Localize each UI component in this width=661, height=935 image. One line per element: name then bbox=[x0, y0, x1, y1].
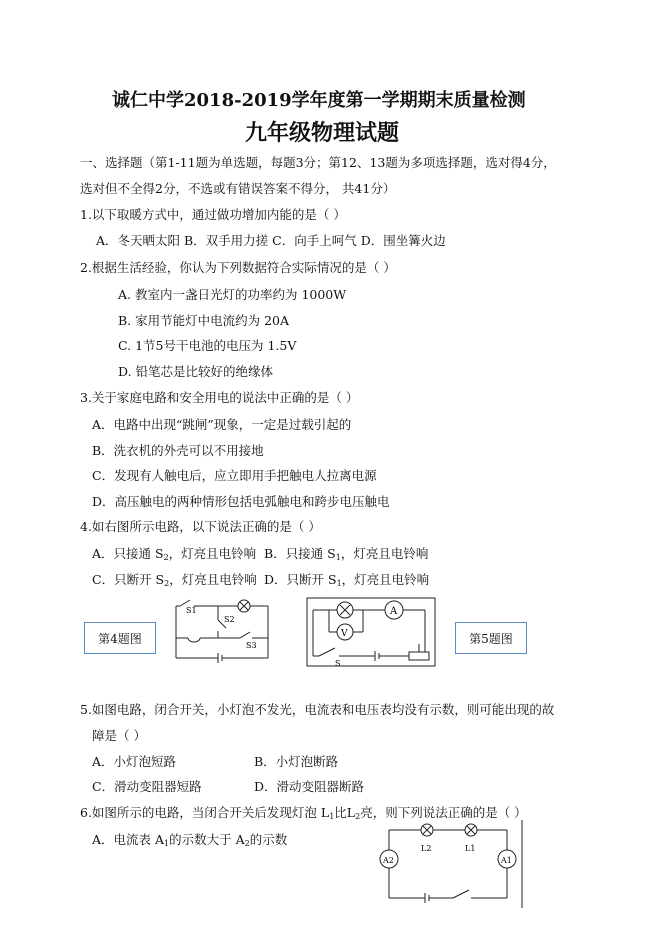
q4-option-d: D．只断开 $S_1$，灯亮且电铃响 bbox=[264, 572, 430, 588]
fig5-switch-label: S bbox=[335, 659, 341, 668]
exam-subtitle: 九年级物理试题 bbox=[245, 120, 400, 146]
q3-stem: 3.关于家庭电路和安全用电的说法中正确的是（ ） bbox=[80, 390, 359, 405]
q5-stem-line2: 障是（ ） bbox=[92, 728, 146, 743]
q3-option-c: C．发现有人触电后，应立即用手把触电人拉离电源 bbox=[92, 468, 377, 483]
fig6-l2-label: L2 bbox=[421, 844, 432, 853]
q4-option-c: C．只断开 $S_2$，灯亮且电铃响 bbox=[92, 572, 257, 588]
q1-stem: 1.以下取暖方式中，通过做功增加内能的是（ ） bbox=[80, 207, 346, 222]
fig5-circuit-diagram bbox=[305, 596, 437, 668]
section-heading-line1: 一、选择题（第1-11题为单选题，每题3分；第12、13题为多项选择题，选对得4分， bbox=[80, 155, 556, 170]
fig5-label-box bbox=[455, 622, 527, 654]
q5-stem-line1: 5.如图电路，闭合开关，小灯泡不发光，电流表和电压表均没有示数，则可能出现的故 bbox=[80, 702, 555, 717]
fig4-label: 第4题图 bbox=[98, 631, 142, 646]
q2-option-c: C. 1节5号干电池的电压为 1.5V bbox=[118, 338, 297, 353]
q5-option-d: D．滑动变阻器断路 bbox=[254, 779, 365, 794]
q3-option-d: D．高压触电的两种情形包括电弧触电和跨步电压触电 bbox=[92, 494, 390, 509]
fig5-ammeter-label: A bbox=[390, 606, 398, 617]
q3-option-b: B．洗衣机的外壳可以不用接地 bbox=[92, 443, 264, 458]
section-heading-line2: 选对但不全得2分，不选或有错误答案不得分， 共41分） bbox=[80, 181, 396, 196]
fig5-rheostat-icon bbox=[409, 652, 429, 660]
fig5-voltmeter-label: V bbox=[341, 629, 348, 639]
q5-option-b: B．小灯泡断路 bbox=[254, 754, 339, 769]
q1-options: A．冬天晒太阳 B．双手用力搓 C．向手上呵气 D．围坐篝火边 bbox=[96, 233, 446, 248]
fig4-s3-label: S3 bbox=[246, 641, 257, 650]
q2-stem: 2.根据生活经验，你认为下列数据符合实际情况的是（ ） bbox=[80, 260, 396, 275]
fig4-bell-icon bbox=[188, 638, 200, 642]
fig4-circuit-diagram bbox=[168, 598, 278, 668]
q2-option-b: B. 家用节能灯中电流约为 20A bbox=[118, 313, 290, 328]
q4-option-a: A．只接通 $S_2$，灯亮且电铃响 bbox=[92, 546, 257, 562]
q5-option-a: A．小灯泡短路 bbox=[92, 754, 177, 769]
fig4-s2-label: S2 bbox=[224, 615, 235, 624]
fig4-label-box bbox=[84, 622, 156, 654]
q5-option-c: C．滑动变阻器短路 bbox=[92, 779, 202, 794]
q4-stem: 4.如右图所示电路，以下说法正确的是（ ） bbox=[80, 519, 321, 534]
q3-option-a: A．电路中出现“跳闸”现象，一定是过载引起的 bbox=[92, 417, 352, 432]
q6-stem: 6.如图所示的电路，当闭合开关后发现灯泡 $L_1$比$L_2$亮，则下列说法正确的是（ ） bbox=[80, 805, 527, 821]
fig6-l1-label: L1 bbox=[465, 844, 476, 853]
q2-option-d: D. 铅笔芯是比较好的绝缘体 bbox=[118, 364, 274, 379]
q2-option-a: A. 教室内一盏日光灯的功率约为 1000W bbox=[118, 287, 347, 302]
fig5-label: 第5题图 bbox=[469, 631, 513, 646]
fig4-s1-label: S1 bbox=[186, 606, 197, 615]
fig6-circuit-diagram bbox=[375, 820, 525, 910]
exam-title: 诚仁中学2018-2019学年度第一学期期末质量检测 bbox=[112, 90, 526, 111]
fig6-a1-label: A1 bbox=[501, 856, 512, 865]
q4-option-b: B．只接通 $S_1$，灯亮且电铃响 bbox=[264, 546, 429, 562]
fig6-a2-label: A2 bbox=[383, 856, 394, 865]
q6-option-a: A．电流表 $A_1$的示数大于 $A_2$的示数 bbox=[92, 832, 288, 848]
